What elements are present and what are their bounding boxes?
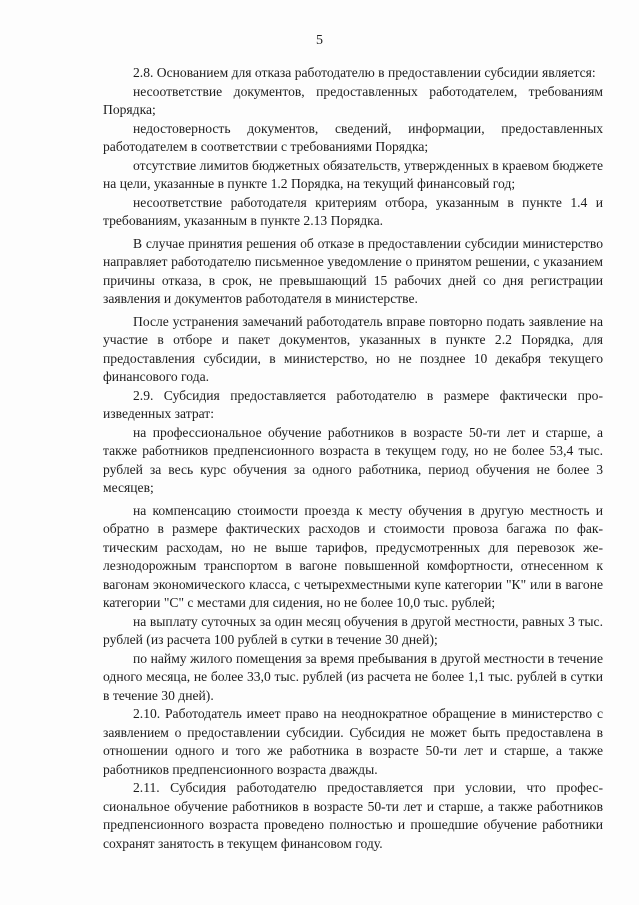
paragraph-2-10: 2.10. Работодатель имеет право на неоднократное обращение в министерство с заявлением о предоставлении субсидии. Субсидия не может быть предоставлена в отношении одного и того же работника в возрасте 50-ти лет и старше, а также работников предпенсионного возраста дважды. [103,706,603,777]
list-item-noncompliance-criteria: несоответствие работодателя критериям отбора, указанным в пункте 1.4 и требованиям, указанным в пункте 2.13 Порядка. [103,194,603,228]
list-item-training-costs: на профессиональное обучение работников в возрасте 50-ти лет и старше, а также работников предпенсионного возраста в текущем году, но не более 53,4 тыс. рублей за весь курс обучения за одного работника, период обучения не более 3 месяцев; [103,424,603,495]
page-number: 5 [316,33,323,48]
paragraph-2-8: 2.8. Основанием для отказа работодателю в предоставлении субсидии является: [133,65,596,80]
paragraph-resubmission: После устранения замечаний работодатель вправе повторно подать заявление на участие в отборе и пакет документов, указанных в пункте 2.2 Порядка, для предоставления субсидии, в министерство, но не позднее 10 декабря текущего финансового года. [103,313,603,384]
list-item-travel-costs: на компенсацию стоимости проезда к месту обучения в другую местность и обратно в размере фактических расходов и стоимости провоза багажа по фактическим расходам, но не выше тарифов, предусмотренных для перевозок железнодорожным транспортом в вагоне повышенной комфортности, отнесенном к вагонам экономического класса, с четырехместными купе категории "К" или в вагоне категории "С" с местами для сидения, но не более 10,0 тыс. рублей; [103,502,603,610]
paragraph-refusal-notice: В случае принятия решения об отказе в предоставлении субсидии министерство направляет работодателю письменное уведомление о принятом решении, с указанием причины отказа, в срок, не превышающий 15 рабочих дней со дня регистрации заявления и документов работодателя в министерстве. [103,235,603,306]
document-body [103,64,603,853]
list-item-noncompliance-documents: несоответствие документов, предоставленных работодателем, требованиям Порядка; [103,83,603,117]
list-item-unreliable-documents: недостоверность документов, сведений, информации, предоставленных работодателем в соответствии с требованиями Порядка; [103,120,603,154]
list-item-housing-costs: по найму жилого помещения за время пребывания в другой местности в течение одного месяца, не более 33,0 тыс. рублей (из расчета не более 1,1 тыс. рублей в сутки в течение 30 дней). [103,650,603,703]
list-item-no-budget-limits: отсутствие лимитов бюджетных обязательств, утвержденных в краевом бюджете на цели, указанные в пункте 1.2 Порядка, на текущий финансовый год; [103,157,603,191]
paragraph-2-11: 2.11. Субсидия работодателю предоставляется при условии, что профессиональное обучение работников в возрасте 50-ти лет и старше, а также работников предпенсионного возраста проведено полностью и прошедшие обучение работники сохранят занятость в текущем финансовом году. [103,780,603,851]
list-item-daily-allowance: на выплату суточных за один месяц обучения в другой местности, равных 3 тыс. рублей (из расчета 100 рублей в сутки в течение 30 дней); [103,613,603,647]
paragraph-2-9: 2.9. Субсидия предоставляется работодателю в размере фактически произведенных затрат: [103,387,603,421]
